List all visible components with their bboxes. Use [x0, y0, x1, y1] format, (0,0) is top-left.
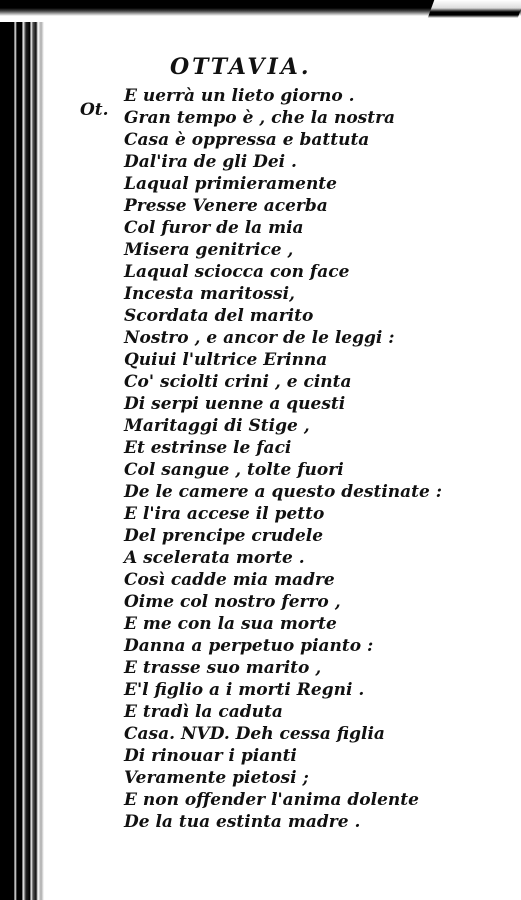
verse-line: Incesta maritossi,	[124, 284, 295, 304]
verse-line: Nostro , e ancor de le leggi :	[124, 328, 395, 348]
verse-line: Col furor de la mia	[124, 218, 304, 238]
verse-line: E me con la sua morte	[124, 614, 337, 634]
verse-line: Oime col nostro ferro ,	[124, 592, 341, 612]
book-binding-edge	[0, 0, 44, 900]
verse-line: Misera genitrice ,	[124, 240, 294, 260]
verse-line: Quiui l'ultrice Erinna	[124, 350, 328, 370]
verse-line: E uerrà un lieto giorno .	[124, 86, 355, 106]
verse-line: E l'ira accese il petto	[124, 504, 325, 524]
verse-line: De la tua estinta madre .	[124, 812, 361, 832]
verse-line: Così cadde mia madre	[124, 570, 335, 590]
verse-line: E non offender l'anima dolente	[124, 790, 419, 810]
verse-line: Scordata del marito	[124, 306, 314, 326]
verse-line: De le camere a questo destinate :	[124, 482, 443, 502]
verse-line: A scelerata morte .	[124, 548, 305, 568]
verse-line: Laqual primieramente	[124, 174, 337, 194]
verse-line: Casa. NVD. Deh cessa figlia	[124, 724, 385, 744]
verse-line: Et estrinse le faci	[124, 438, 292, 458]
verse-line: Co' sciolti crini , e cinta	[124, 372, 352, 392]
verse-line: Maritaggi di Stige ,	[124, 416, 310, 436]
verse-line: E'l figlio a i morti Regni .	[124, 680, 365, 700]
verse-line: E tradì la caduta	[124, 702, 283, 722]
verse-line: Di rinouar i pianti	[124, 746, 297, 766]
verse-line: Dal'ira de gli Dei .	[124, 152, 297, 172]
verse-line: E trasse suo marito ,	[124, 658, 322, 678]
running-head: OTTAVIA.	[170, 54, 312, 80]
verse-line: Di serpi uenne a questi	[124, 394, 346, 414]
verse-line: Casa è oppressa e battuta	[124, 130, 370, 150]
verse-line: Veramente pietosi ;	[124, 768, 309, 788]
page-corner-tab	[428, 0, 521, 18]
verse-line: Presse Venere acerba	[124, 196, 328, 216]
verse-line: Del prencipe crudele	[124, 526, 324, 546]
verse-line: Danna a perpetuo pianto :	[124, 636, 374, 656]
verse-line: Col sangue , tolte fuori	[124, 460, 344, 480]
speaker-label: Ot.	[80, 100, 109, 120]
verse-line: Gran tempo è , che la nostra	[124, 108, 396, 128]
verse-line: Laqual sciocca con face	[124, 262, 350, 282]
